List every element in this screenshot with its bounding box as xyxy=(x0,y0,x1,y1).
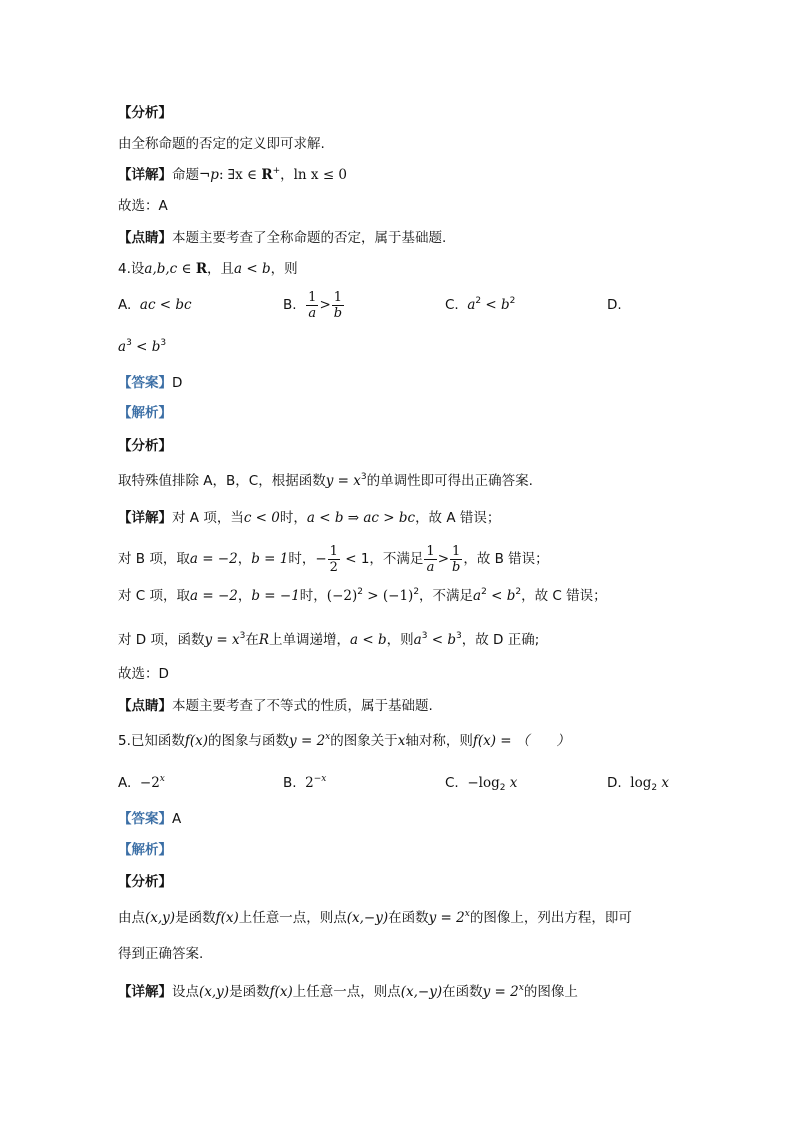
q4-stem-prefix: 4.设 xyxy=(118,261,145,277)
q5-answer xyxy=(118,809,181,829)
q4-detail-a xyxy=(118,508,500,528)
q5-option-d xyxy=(607,773,669,793)
q4-analysis-post: 的单调性即可得出正确答案. xyxy=(366,473,533,489)
q4-detail-b-num: 1 xyxy=(329,543,338,559)
q5-analysis xyxy=(118,908,632,928)
q3-detail-tag: 【详解】 xyxy=(118,167,172,183)
q4-stem-set: R xyxy=(195,261,208,277)
q5-option-d-label: D. xyxy=(607,775,622,791)
q3-detail-rest: ，ln x ≤ 0 xyxy=(280,167,348,183)
q4-detail-b-gt: > xyxy=(437,551,449,567)
q4-answer-tag: 【答案】 xyxy=(118,375,172,391)
q5-option-b-text: 2 xyxy=(305,775,314,791)
q3-choice: 故选：A xyxy=(118,198,168,214)
q3-comment xyxy=(118,228,446,248)
q5-option-c-var: x xyxy=(509,775,518,791)
q4-analysis-exp: 3 xyxy=(360,472,367,482)
q5-analysis-pre: 由点 xyxy=(118,910,145,926)
q5-stem-y: y = 2 xyxy=(289,733,326,749)
q5-option-b-label: B. xyxy=(283,775,297,791)
q4-detail-b-mid: 时，− xyxy=(288,551,327,567)
q4-option-c-exp2: 2 xyxy=(509,296,516,306)
q4-detail-c-sep: ， xyxy=(237,588,252,604)
q4-detail-c-b: b = −1 xyxy=(251,588,300,604)
q5-stem xyxy=(118,731,570,751)
q4-answer xyxy=(118,373,182,393)
q5-analysis-pt: (x,y) xyxy=(145,910,176,926)
q4-option-b xyxy=(283,285,345,325)
q4-detail-c-a2: a xyxy=(473,588,482,604)
q4-detail-c-ineq1: (−2) xyxy=(326,588,358,604)
q4-detail-d-mid2: 上单调递增， xyxy=(269,632,351,648)
q5-detail-mid2: 上任意一点，则点 xyxy=(292,984,401,1000)
q4-detail-a-impl: a < b ⇒ ac > bc xyxy=(306,510,416,526)
q4-detail-c-exp2: 2 xyxy=(413,587,420,597)
q5-stem-x: x xyxy=(397,733,406,749)
q4-analysis xyxy=(118,471,533,491)
q5-detail-f: f(x) xyxy=(269,984,293,1000)
q4-option-d xyxy=(118,337,166,357)
q5-option-b xyxy=(283,773,326,793)
q5-option-a xyxy=(118,773,165,793)
q5-detail xyxy=(118,982,578,1002)
q4-option-c xyxy=(445,295,515,315)
q4-detail-c-gt: > xyxy=(362,588,383,604)
q5-detail-mid: 是函数 xyxy=(229,984,270,1000)
q4-option-b-num1: 1 xyxy=(308,289,317,305)
q4-detail-b xyxy=(118,539,549,579)
q4-detail-d-cond: a < b xyxy=(350,632,387,648)
q4-detail-d-pre: 对 D 项，函数 xyxy=(118,632,205,648)
q4-option-d-lt: < xyxy=(131,339,152,355)
q4-detail-d xyxy=(118,630,539,650)
q4-option-b-num2: 1 xyxy=(333,289,343,305)
q4-detail-c-post: ，故 C 错误； xyxy=(521,588,607,604)
q5-option-a-text: −2 xyxy=(139,775,160,791)
q5-stem-y-exp: x xyxy=(325,732,331,742)
q4-detail-b-lt: < 1，不满足 xyxy=(340,551,424,567)
q5-option-c-label: C. xyxy=(445,775,459,791)
q4-detail-b-den: 2 xyxy=(329,559,338,575)
q5-analysis-mid: 是函数 xyxy=(175,910,216,926)
q4-detail-b-b: b = 1 xyxy=(251,551,289,567)
q4-detail-b-num1: 1 xyxy=(426,543,435,559)
q4-detail-b-sep: ， xyxy=(237,551,252,567)
q4-detail-c-ineq2: (−1) xyxy=(382,588,414,604)
q5-stem-mid: 的图象与函数 xyxy=(208,733,290,749)
q4-detail-b-a: a = −2 xyxy=(189,551,238,567)
q5-detail-y: y = 2 xyxy=(482,984,519,1000)
q3-detail-line xyxy=(118,165,347,185)
q5-analysis-post: 的图像上，列出方程，即可 xyxy=(469,910,632,926)
q5-analysis-f: f(x) xyxy=(215,910,239,926)
q4-detail-c xyxy=(118,586,607,606)
q4-detail-d-then: ，则 xyxy=(386,632,414,648)
q4-stem-cond-pre: ，且 xyxy=(207,261,235,277)
q4-answer-value: D xyxy=(172,375,183,391)
q4-option-b-label: B. xyxy=(283,297,297,313)
q5-analysis-pt2: (x,−y) xyxy=(346,910,389,926)
q4-detail-c-b2: b xyxy=(506,588,516,604)
q5-analysis-tag: 【分析】 xyxy=(118,874,172,890)
q4-detail-tag: 【详解】 xyxy=(118,510,172,526)
q3-detail-sup: + xyxy=(272,166,281,176)
q4-detail-a-mid: 时， xyxy=(279,510,307,526)
q4-comment-tag: 【点睛】 xyxy=(118,698,172,714)
q4-comment-text: 本题主要考查了不等式的性质，属于基础题. xyxy=(172,698,433,714)
q4-detail-b-pre: 对 B 项，取 xyxy=(118,551,190,567)
q5-option-d-var: x xyxy=(661,775,670,791)
q4-detail-a-post: ，故 A 错误； xyxy=(415,510,501,526)
q4-stem xyxy=(118,259,298,279)
q4-detail-a-pre: 对 A 项，当 xyxy=(172,510,244,526)
q4-detail-c-a2-exp: 2 xyxy=(481,587,487,597)
q4-detail-c-b2-exp: 2 xyxy=(515,587,522,597)
q3-comment-tag: 【点睛】 xyxy=(118,230,172,246)
q4-detail-d-b: b xyxy=(447,632,456,648)
q3-detail-colon: : ∃x ∈ xyxy=(218,167,262,183)
q3-analysis-text: 由全称命题的否定的定义即可求解. xyxy=(118,136,325,152)
q4-option-d-exp1: 3 xyxy=(126,338,132,348)
q4-comment xyxy=(118,696,433,716)
q4-option-b-den2: b xyxy=(333,305,343,321)
q5-option-d-sub: 2 xyxy=(651,783,658,793)
q4-stem-vars: a,b,c xyxy=(144,261,178,277)
q5-detail-pt2: (x,−y) xyxy=(400,984,443,1000)
q5-stem-end: 轴对称，则 xyxy=(405,733,473,749)
q4-detail-d-b-exp: 3 xyxy=(455,631,462,641)
q5-answer-tag: 【答案】 xyxy=(118,811,172,827)
q4-option-c-base1: a xyxy=(467,297,476,313)
q4-detail-c-mid: 时， xyxy=(299,588,327,604)
q5-detail-pt: (x,y) xyxy=(199,984,230,1000)
q5-detail-pre: 设点 xyxy=(172,984,199,1000)
q4-detail-c-lt: < xyxy=(486,588,507,604)
q4-option-b-gt: > xyxy=(319,297,331,313)
q4-analysis-pre: 取特殊值排除 A，B，C，根据函数 xyxy=(118,473,326,489)
q5-analysis-mid3: 在函数 xyxy=(388,910,429,926)
q4-option-d-exp2: 3 xyxy=(160,338,167,348)
q4-detail-c-a: a = −2 xyxy=(190,588,238,604)
q4-detail-a-cond: c < 0 xyxy=(243,510,280,526)
q4-option-d-label: D. xyxy=(607,297,622,313)
q5-detail-post: 的图像上 xyxy=(523,984,578,1000)
q5-stem-f: f(x) xyxy=(184,733,209,749)
q4-stem-in: ∈ xyxy=(177,261,196,277)
q5-option-d-text: log xyxy=(630,775,652,791)
q4-detail-c-pre: 对 C 项，取 xyxy=(118,588,191,604)
q3-comment-text: 本题主要考查了全称命题的否定，属于基础题. xyxy=(172,230,447,246)
q5-analysis-mid2: 上任意一点，则点 xyxy=(238,910,347,926)
q4-option-a-label: A. xyxy=(118,297,132,313)
q5-detail-mid3: 在函数 xyxy=(442,984,483,1000)
q4-stem-cond: a < b xyxy=(234,261,271,277)
q5-option-a-exp: x xyxy=(159,774,165,784)
q4-detail-c-notsat: ，不满足 xyxy=(419,588,474,604)
q5-stem-mid2: 的图象关于 xyxy=(330,733,398,749)
q3-analysis-tag: 【分析】 xyxy=(118,105,172,121)
q3-detail-set: R xyxy=(261,167,273,183)
q5-option-b-exp: −x xyxy=(313,774,327,784)
q4-detail-b-den2: b xyxy=(452,559,461,575)
q4-detail-d-mid: 在 xyxy=(245,632,259,648)
q4-option-c-label: C. xyxy=(445,297,459,313)
q4-option-a xyxy=(118,295,192,315)
q5-option-c xyxy=(445,773,517,793)
q3-detail-prefix: 命题 xyxy=(172,167,199,183)
q4-detail-d-a: a xyxy=(413,632,422,648)
q5-stem-fx: f(x) = （ ） xyxy=(472,733,570,749)
q5-stem-pre: 5.已知函数 xyxy=(118,733,185,749)
q4-detail-b-den1: a xyxy=(426,559,435,575)
q4-analysis-fn: y = x xyxy=(325,473,361,489)
q5-detail-y-exp: x xyxy=(518,983,524,993)
q4-stem-end: ，则 xyxy=(270,261,298,277)
q5-option-c-sub: 2 xyxy=(499,783,506,793)
q4-detail-d-fn: y = x xyxy=(204,632,240,648)
q4-detail-d-lt: < xyxy=(427,632,448,648)
q4-detail-b-post: ，故 B 错误； xyxy=(463,551,549,567)
q4-detail-c-exp1: 2 xyxy=(357,587,363,597)
q4-choice: 故选：D xyxy=(118,666,169,682)
q4-option-c-exp1: 2 xyxy=(475,296,482,306)
q4-detail-d-r: R xyxy=(258,632,270,648)
q5-answer-value: A xyxy=(172,811,182,827)
q4-detail-b-num2: 1 xyxy=(452,543,461,559)
q4-option-a-text: ac < bc xyxy=(139,297,192,313)
q4-detail-d-a-exp: 3 xyxy=(421,631,428,641)
q5-analysis-y-exp: x xyxy=(464,909,470,919)
q5-option-c-text: −log xyxy=(467,775,500,791)
q3-detail-neg: ¬p xyxy=(199,167,219,183)
q4-option-d-base1: a xyxy=(118,339,127,355)
q4-option-c-lt: < xyxy=(481,297,502,313)
q4-option-b-den1: a xyxy=(308,305,317,321)
q5-detail-tag: 【详解】 xyxy=(118,984,172,1000)
q5-analysis-line2: 得到正确答案. xyxy=(118,946,204,962)
q5-option-a-label: A. xyxy=(118,775,132,791)
q4-detail-d-exp: 3 xyxy=(239,631,246,641)
q4-option-c-base2: b xyxy=(501,297,510,313)
q4-analysis-tag: 【分析】 xyxy=(118,438,172,454)
q5-solution-tag: 【解析】 xyxy=(118,842,172,858)
q5-analysis-y: y = 2 xyxy=(428,910,465,926)
q4-option-d-base2: b xyxy=(151,339,161,355)
q4-solution-tag: 【解析】 xyxy=(118,405,172,421)
q4-detail-d-post: ，故 D 正确; xyxy=(461,632,540,648)
